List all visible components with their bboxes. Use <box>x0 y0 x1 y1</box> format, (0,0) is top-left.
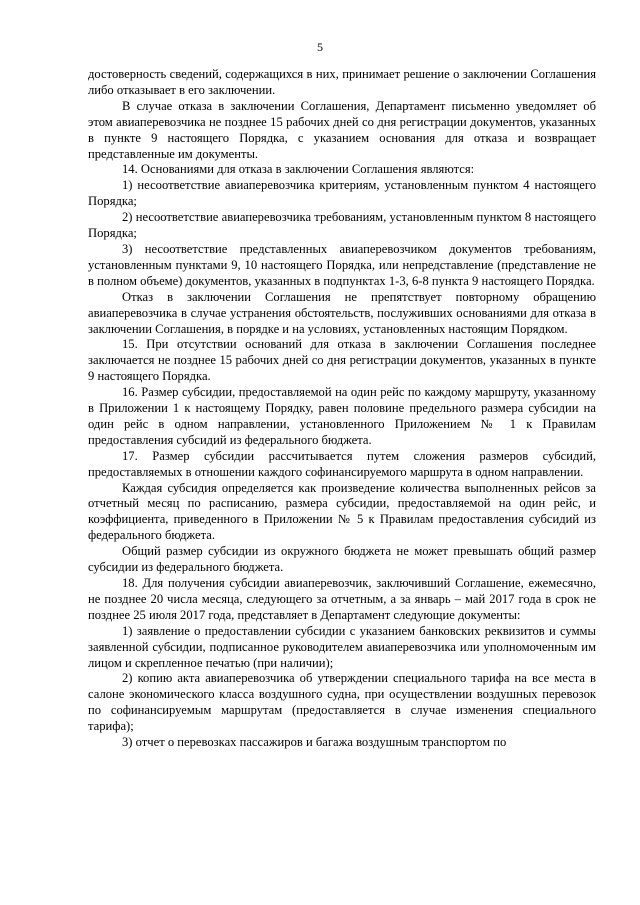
paragraph: 15. При отсутствии оснований для отказа в заключении Соглашения последнее заключается не позднее 15 рабочих дней со дня регистрации документов, указанных в пункте 9 настоящего Порядка. <box>88 337 596 384</box>
paragraph: Каждая субсидия определяется как произведение количества выполненных рейсов за отчетный месяц по расписанию, размера субсидии, предоставляемой на один рейс, и коэффициента, приведенного в Приложении № 5 к Правилам предоставления субсидий из федерального бюджета. <box>88 480 596 543</box>
list-item: 1) заявление о предоставлении субсидии с указанием банковских реквизитов и суммы заявленной субсидии, подписанное руководителем авиаперевозчика или уполномоченным им лицом и скрепленное печатью (при наличии); <box>88 623 596 670</box>
document-body <box>88 67 596 751</box>
list-item: 2) несоответствие авиаперевозчика требованиям, установленным пунктом 8 настоящего Порядка; <box>88 210 596 241</box>
list-item: 2) копию акта авиаперевозчика об утверждении специального тарифа на все места в салоне экономического класса воздушного судна, при осуществлении воздушных перевозок по софинансируемым маршрутам (предоставляется в случае изменения специального тарифа); <box>88 671 596 734</box>
list-item: 3) отчет о перевозках пассажиров и багажа воздушным транспортом по <box>122 735 507 750</box>
list-item: 1) несоответствие авиаперевозчика критериям, установленным пунктом 4 настоящего Порядка; <box>88 178 596 209</box>
paragraph: 14. Основаниями для отказа в заключении Соглашения являются: <box>122 162 475 177</box>
paragraph: 18. Для получения субсидии авиаперевозчик, заключивший Соглашение, ежемесячно, не позднее 20 числа месяца, следующего за отчетным, а за январь – май 2017 года в срок не позднее 25 июля 2017 года, представляет в Департамент следующие документы: <box>88 576 596 622</box>
paragraph: достоверность сведений, содержащихся в них, принимает решение о заключении Соглашения либо отказывает в его заключении. <box>88 67 596 97</box>
paragraph: Общий размер субсидии из окружного бюджета не может превышать общий размер субсидии из федерального бюджета. <box>88 544 596 575</box>
list-item: 3) несоответствие представленных авиаперевозчиком документов требованиям, установленным пунктами 9, 10 настоящего Порядка, или непредставление (представление не в полном объеме) документов, указанных в подпунктах 1-3, 6-8 пункта 9 настоящего Порядка. <box>88 241 596 288</box>
paragraph: 17. Размер субсидии рассчитывается путем сложения размеров субсидий, предоставляемых в отношении каждого софинансируемого маршрута в одном направлении. <box>88 448 596 479</box>
paragraph: 16. Размер субсидии, предоставляемой на один рейс по каждому маршруту, указанному в Приложении 1 к настоящему Порядку, равен половине предельного размера субсидии на один рейс в одном направлении, установленного Приложением № 1 к Правилам предоставления субсидий из федерального бюджета. <box>88 385 596 447</box>
paragraph: Отказ в заключении Соглашения не препятствует повторному обращению авиаперевозчика в случае устранения обстоятельств, послуживших основаниями для отказа в заключении Соглашения, в порядке и на условиях, установленных настоящим Порядком. <box>88 289 596 336</box>
paragraph: В случае отказа в заключении Соглашения, Департамент письменно уведомляет об этом авиаперевозчика не позднее 15 рабочих дней со дня регистрации документов, указанных в пункте 9 настоящего Порядка, с указанием основания для отказа и возвращает представленные им документы. <box>88 98 596 161</box>
page-number: 5 <box>317 40 323 54</box>
